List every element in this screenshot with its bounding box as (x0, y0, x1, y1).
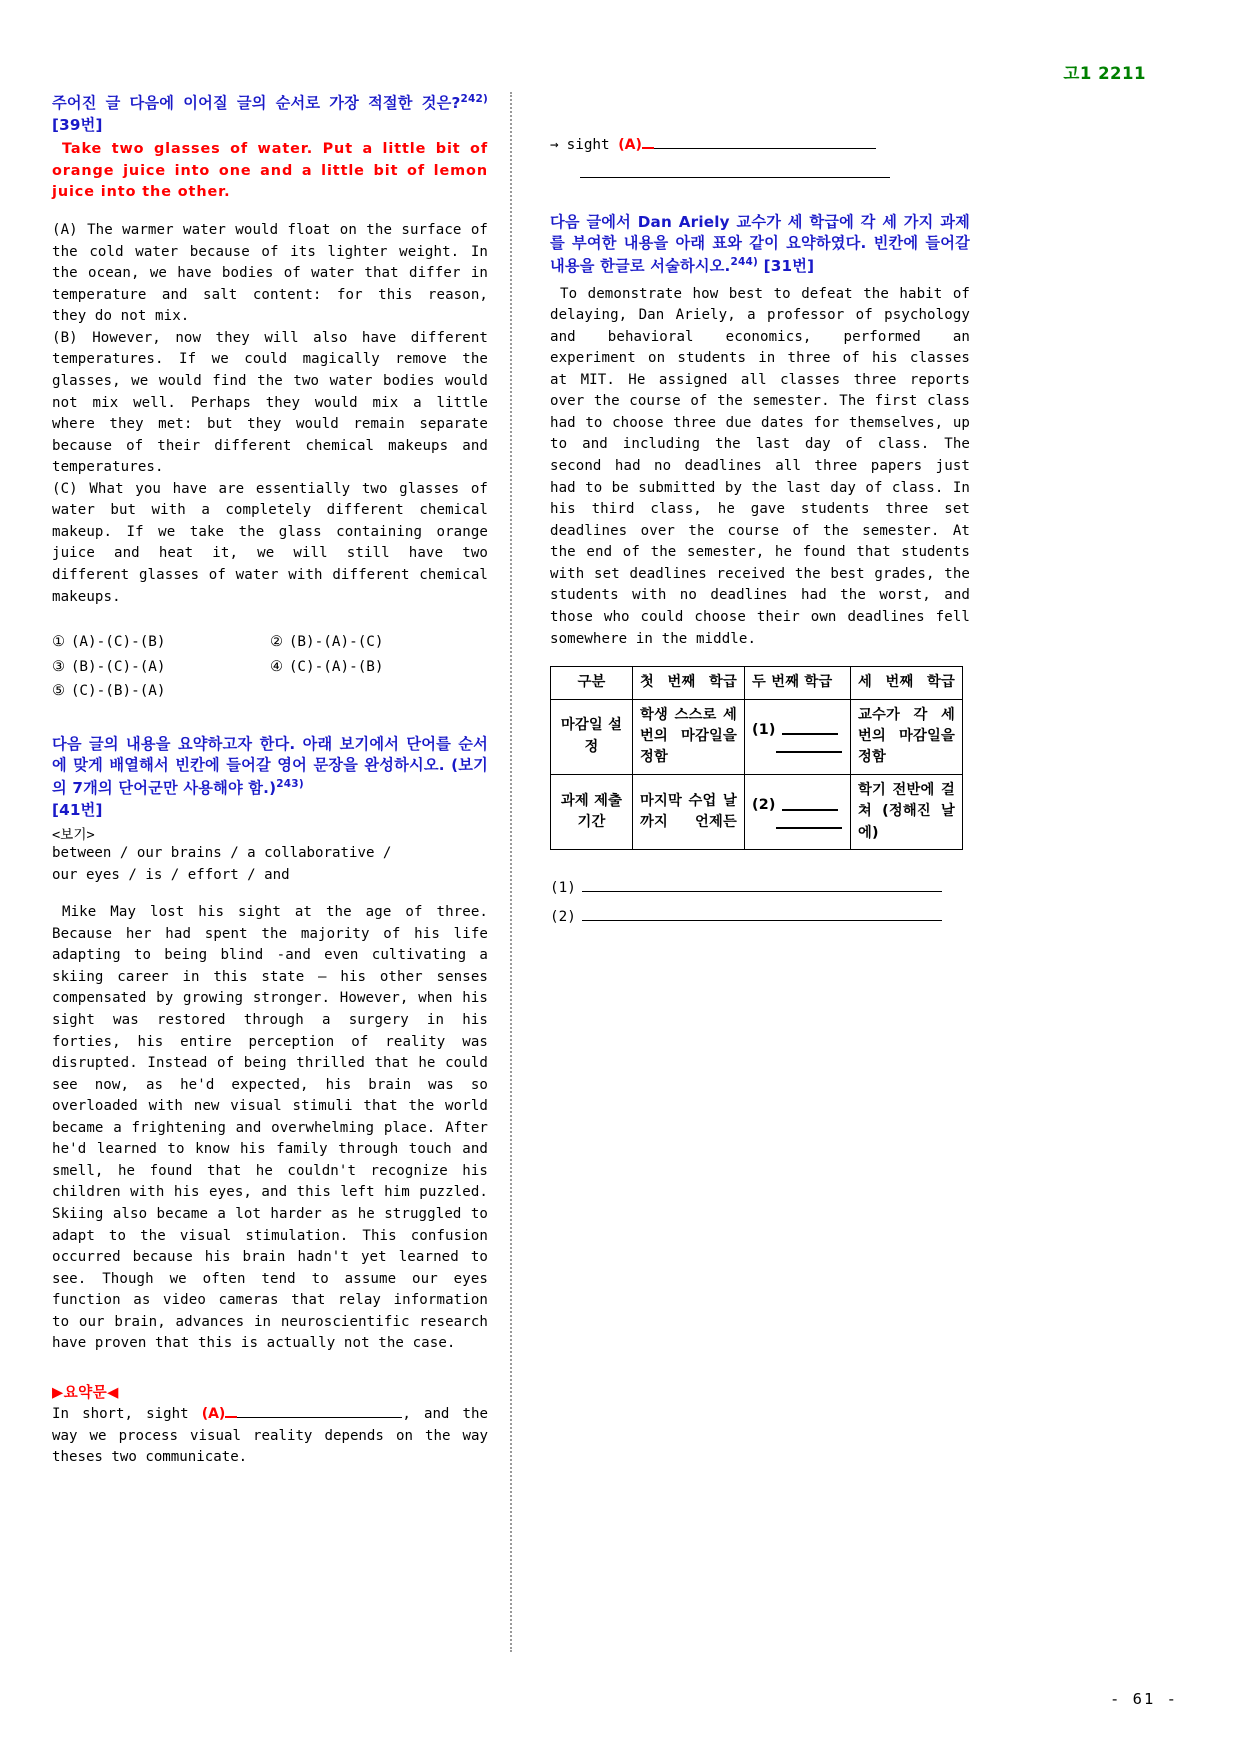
choice-2-label: (B)-(A)-(C) (288, 634, 384, 651)
row-1-third-class: 교수가 각 세 번의 마감일을 정함 (851, 699, 963, 774)
answer-continuation-blank-label: (A) (618, 137, 642, 153)
left-column (52, 92, 500, 1652)
question-39-prompt (52, 92, 488, 136)
choice-3[interactable] (52, 655, 270, 680)
answer-continuation-stub (642, 136, 654, 149)
choice-row (52, 630, 488, 655)
row-1-first-class: 학생 스스로 세 번의 마감일을 정함 (633, 699, 745, 774)
choice-1-label: (A)-(C)-(B) (70, 634, 166, 651)
question-41-prompt (52, 734, 488, 821)
row-1-blank-marker: (1) (752, 721, 776, 738)
choice-5-label: (C)-(B)-(A) (70, 683, 166, 700)
table-row (551, 699, 963, 774)
summary-sentence (52, 1404, 488, 1469)
answer-blank-2[interactable] (582, 908, 942, 921)
question-39-number-tag: [39번] (52, 115, 103, 134)
choice-3-marker: ③ (52, 658, 65, 675)
page-number: - 61 - (1110, 1690, 1178, 1708)
question-31-superscript: 244) (730, 255, 759, 268)
paragraph-c: (C) What you have are essentially two glasses of water but with a completely different chemical makeup. If we take the glass containing orange juice and heat it, we will still have two different glasses of water with different chemical makeups. (52, 480, 488, 605)
question-31-number-tag: [31번] (763, 256, 815, 275)
question-41-prompt-text: 다음 글의 내용을 요약하고자 한다. 아래 보기에서 단어를 순서에 맞게 배열해서 빈칸에 들어갈 영어 문장을 완성하시오. (보기의 7개의 단어군만 사용해야 함.) (52, 734, 488, 798)
answer-blank-1[interactable] (582, 879, 942, 892)
table-row (551, 774, 963, 849)
row-2-blank[interactable] (782, 800, 838, 811)
choice-5[interactable] (52, 679, 270, 704)
question-41-passage (52, 902, 488, 1355)
answer-continuation-line-2 (580, 163, 970, 186)
choice-row (52, 655, 488, 680)
row-2-blank-line2[interactable] (776, 827, 842, 829)
answer-blank-row-1 (550, 874, 970, 903)
answer-blank-1-label: (1) (550, 880, 576, 897)
row-2-blank-marker: (2) (752, 797, 776, 814)
table-header-row (551, 667, 963, 699)
choice-row (52, 679, 488, 704)
row-2-label: 과제 제출 기간 (551, 774, 633, 849)
row-1-blank[interactable] (782, 725, 838, 736)
summary-blank-stub (225, 1405, 237, 1418)
table-header-3: 세 번째 학급 (851, 667, 963, 699)
table-header-0: 구분 (551, 667, 633, 699)
summary-marker: ▶요약문◀ (52, 1383, 119, 1401)
summary-blank-label: (A) (201, 1405, 226, 1422)
summary-prefix: In short, sight (52, 1405, 189, 1422)
row-1-second-class[interactable] (745, 699, 851, 774)
question-31-prompt (550, 212, 970, 278)
question-39-prompt-text: 주어진 글 다음에 이어질 글의 순서로 가장 적절한 것은? (52, 94, 461, 113)
column-divider (510, 92, 512, 1652)
paragraph-b: (B) However, now they will also have different temperatures. If we could magically remove the glasses, we would find the two water bodies would not mix well. Perhaps they would mix a little where they met: but they would remain separate because of their different chemical makeups and temperatures. (52, 329, 488, 476)
answer-continuation-blank-2[interactable] (580, 165, 890, 178)
choice-3-label: (B)-(C)-(A) (70, 658, 166, 675)
row-2-second-class[interactable] (745, 774, 851, 849)
question-41-passage-text: Mike May lost his sight at the age of three. Because her had spent the majority of his life adapting to being blind -and even cultivating a skiing career in this state — his other senses compensated by growing stronger. However, when his sight was restored through a surgery in his forties, his entire perception of reality was disrupted. Instead of being thrilled that he could see now, as he'd expected, his brain was so overloaded with new visual stimuli that the world became a frightening and overwhelming place. After he'd learned to know his family through touch and smell, he found that he couldn't recognize his children with his eyes, and this left him puzzled. Skiing also became a lot harder as he struggled to adapt to the visual stimulation. This confusion occurred because his brain hadn't yet learned to see. Though we often tend to assume our eyes function as video cameras that relay information to our brain, advances in neuroscientific research have proven that this is actually not the case. (52, 904, 488, 1352)
row-2-third-class: 학기 전반에 걸쳐 (정해진 날에) (851, 774, 963, 849)
choice-4[interactable] (270, 655, 488, 680)
bogi-line-2: our eyes / is / effort / and (52, 866, 290, 883)
question-31-answer-blanks (550, 874, 970, 931)
answer-continuation-line (550, 134, 970, 157)
question-31-prompt-text: 다음 글에서 Dan Ariely 교수가 세 학급에 각 세 가지 과제를 부여한 내용을 아래 표와 같이 요약하였다. 빈칸에 들어갈 내용을 한글로 서술하시오. (550, 212, 970, 275)
table-header-1: 첫 번째 학급 (633, 667, 745, 699)
bogi-label: <보기> (52, 827, 95, 844)
choice-2-marker: ② (270, 634, 283, 651)
right-column (522, 92, 970, 1652)
row-1-label: 마감일 설정 (551, 699, 633, 774)
arrow-icon: → (550, 137, 559, 153)
question-39-choices (52, 630, 488, 704)
choice-5-marker: ⑤ (52, 683, 65, 700)
answer-blank-row-2 (550, 903, 970, 932)
bogi-line-1: between / our brains / a collaborative / (52, 845, 392, 862)
page-footer (1110, 1690, 1178, 1708)
summary-suffix: , and the way we process visual reality depends on the way theses two communicate. (52, 1405, 488, 1466)
question-39-superscript: 242) (460, 93, 488, 105)
grade-code: 고1 2211 (1063, 64, 1146, 83)
choice-1-marker: ① (52, 634, 65, 651)
question-41-number-tag: [41번] (52, 800, 103, 819)
choice-2[interactable] (270, 630, 488, 655)
answer-continuation-blank-1[interactable] (654, 136, 876, 149)
answer-continuation-word: sight (566, 137, 610, 153)
question-31-passage (550, 284, 970, 651)
row-1-blank-line2[interactable] (776, 751, 842, 753)
question-39-given-passage: Take two glasses of water. Put a little bit of orange juice into one and a little bit of lemon juice into the other. (52, 141, 488, 201)
question-41-superscript: 243) (276, 778, 304, 791)
answer-blank-2-label: (2) (550, 908, 576, 925)
paragraph-a: (A) The warmer water would float on the surface of the cold water because of its lighter weight. In the ocean, we have bodies of water that differ in temperature and salt content: for this reason, they do not mix. (52, 222, 488, 325)
table-header-2: 두 번째 학급 (745, 667, 851, 699)
question-31-passage-text: To demonstrate how best to defeat the habit of delaying, Dan Ariely, a professor of psychology and behavioral economics, performed an experiment on students in three of his classes at MIT. He assigned all classes three reports over the course of the semester. The first class had to choose three due dates for themselves, up to and including the last day of class. The second had no deadlines all three papers just had to be submitted by the last day of class. In his third class, he gave students three set deadlines over the course of the semester. At the end of the semester, he found that students with set deadlines received the best grades, the students with no deadlines had the worst, and those who could choose their own deadlines fell somewhere in the middle. (550, 285, 970, 647)
page-header (52, 60, 1188, 86)
choice-spacer (270, 679, 488, 704)
choice-4-label: (C)-(A)-(B) (288, 658, 384, 675)
row-2-first-class: 마지막 수업 날까지 언제든 (633, 774, 745, 849)
summary-answer-blank[interactable] (237, 1405, 402, 1418)
question-39-paragraphs (52, 220, 488, 608)
summary-table (550, 666, 963, 850)
two-column-body (52, 92, 1188, 1652)
choice-4-marker: ④ (270, 658, 283, 675)
choice-1[interactable] (52, 630, 270, 655)
